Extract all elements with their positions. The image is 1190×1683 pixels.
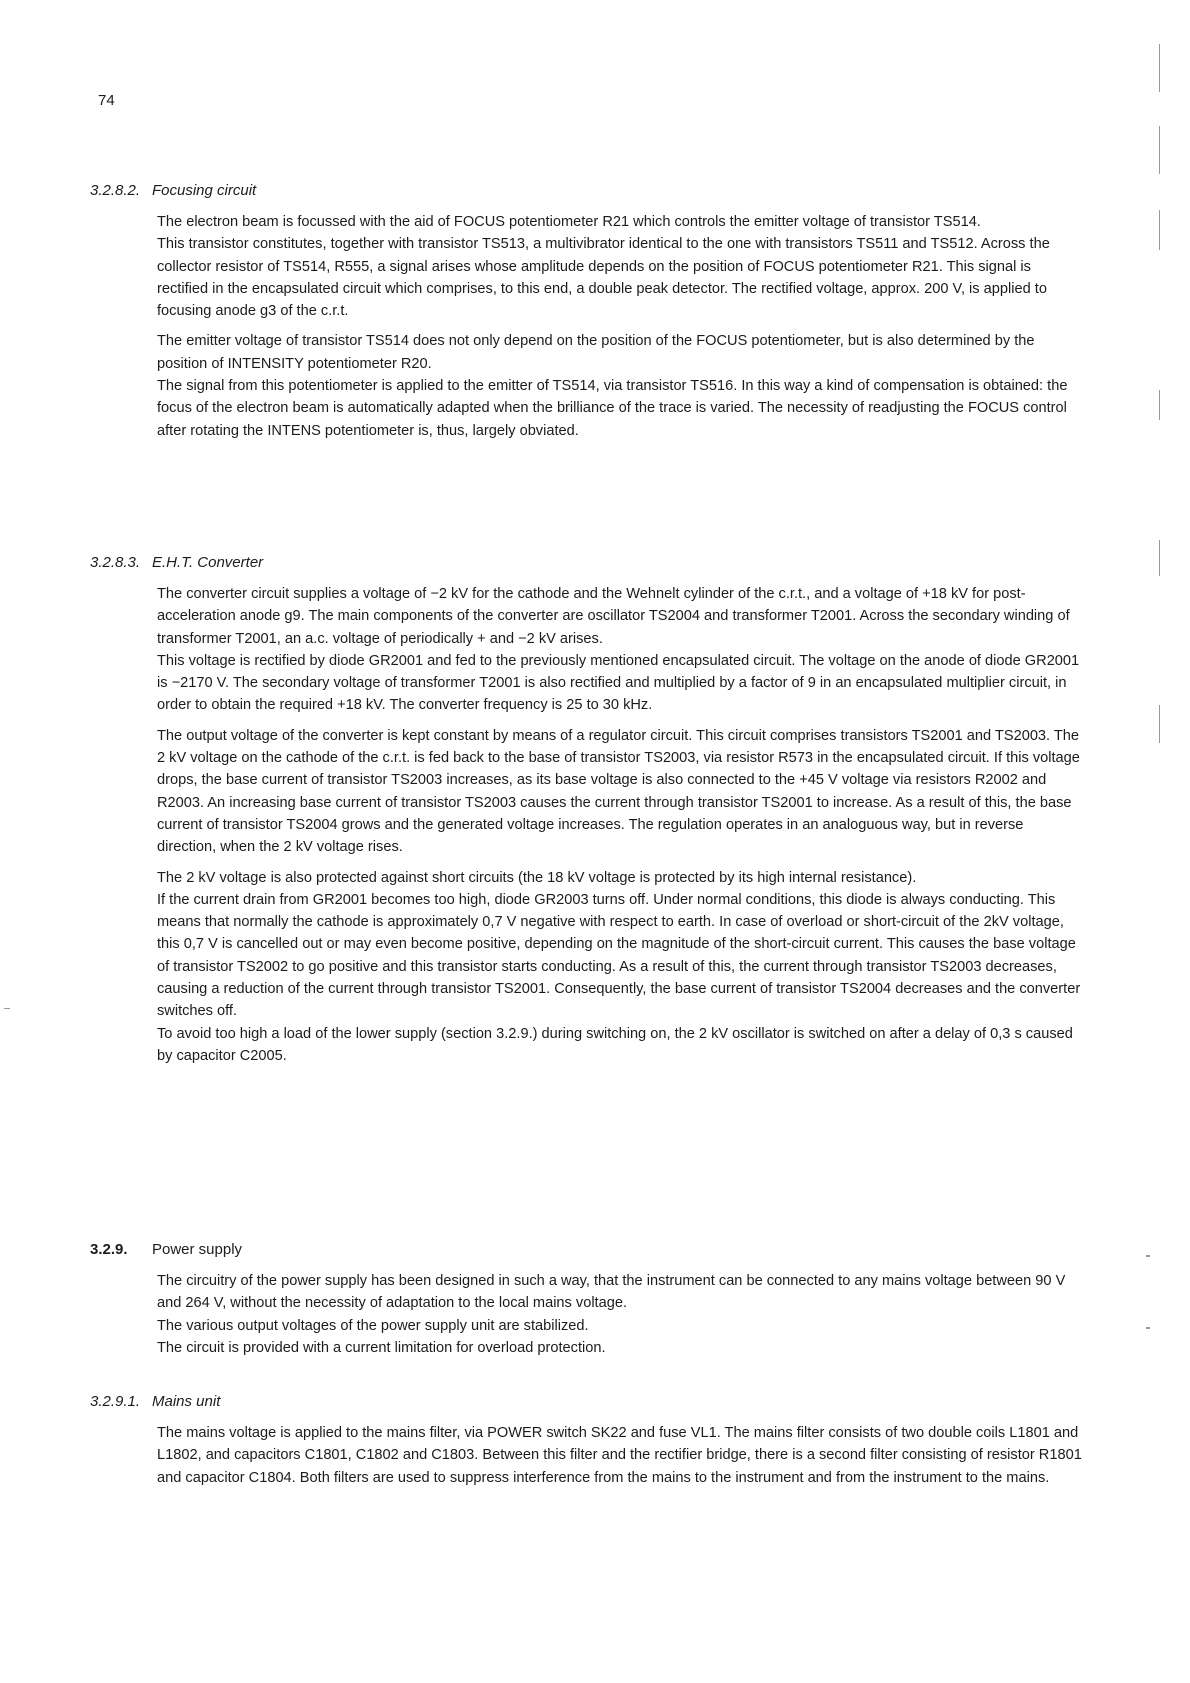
section-title: Focusing circuit — [152, 182, 257, 199]
section-number: 3.2.8.3. — [90, 554, 141, 571]
scan-mark — [1146, 1327, 1150, 1329]
section-mains-unit — [90, 1392, 1090, 1497]
paragraph: The output voltage of the converter is kept constant by means of a regulator circuit. This circuit comprises transistors TS2001 and TS2003. The 2 kV voltage on the cathode of the c.r.t. is fed back to the base of transistor TS2003, via resistor R573 in the encapsulated circuit. If this voltage drops, the base current of transistor TS2003 increases, as its base voltage is also connected to the +45 V voltage via resistors R2002 and R2003. An increasing base current of transistor TS2003 causes the current through transistor TS2001 to increase. As a result of this, the base current of transistor TS2004 grows and the generated voltage increases. The regulation operates in an analoguous way, but in reverse direction, when the 2 kV voltage rises. — [157, 727, 1080, 856]
section-title: Mains unit — [152, 1393, 221, 1410]
paragraph: The signal from this potentiometer is applied to the emitter of TS514, via transistor TS516. In this way a kind of compensation is obtained: the focus of the electron beam is automatically adapted when the brilliance of the trace is varied. The necessity of readjusting the FOCUS control after rotating the INTENS potentiometer is, thus, largely obviated. — [157, 378, 1068, 439]
section-heading — [90, 1240, 1090, 1260]
scan-mark — [4, 1008, 10, 1009]
paragraph: To avoid too high a load of the lower supply (section 3.2.9.) during switching on, the 2 kV oscillator is switched on after a delay of 0,3 s caused by capacitor C2005. — [157, 1025, 1073, 1064]
paragraph: The mains voltage is applied to the mains filter, via POWER switch SK22 and fuse VL1. The mains filter consists of two double coils L1801 and L1802, and capacitors C1801, C1802 and C1803. Between this filter and the rectifier bridge, there is a second filter consisting of resistor R1801 and capacitor C1804. Both filters are used to suppress interference from the mains to the instrument and from the instrument to the mains. — [157, 1425, 1082, 1486]
paragraph: The circuit is provided with a current limitation for overload protection. — [157, 1339, 606, 1356]
section-focusing-circuit — [90, 181, 1090, 450]
scan-mark — [1159, 44, 1160, 92]
section-heading — [90, 181, 1090, 201]
section-number: 3.2.9.1. — [90, 1393, 141, 1410]
scan-mark — [1146, 1255, 1150, 1257]
paragraph: This transistor constitutes, together with transistor TS513, a multivibrator identical to the one with transistors TS511 and TS512. Across the collector resistor of TS514, R555, a signal arises whose amplitude depends on the position of FOCUS potentiometer R21. This signal is rectified in the encapsulated circuit which comprises, to this end, a double peak detector. The rectified voltage, approx. 200 V, is applied to focusing anode g3 of the c.r.t. — [157, 236, 1050, 320]
paragraph: The electron beam is focussed with the aid of FOCUS potentiometer R21 which controls the emitter voltage of transistor TS514. — [157, 214, 981, 230]
paragraph: The various output voltages of the power supply unit are stabilized. — [157, 1317, 589, 1334]
paragraph: The emitter voltage of transistor TS514 does not only depend on the position of the FOCUS potentiometer, but is also determined by the position of INTENSITY potentiometer R20. — [157, 333, 1035, 372]
scan-mark — [1159, 390, 1160, 420]
scan-mark — [1159, 126, 1160, 174]
section-number: 3.2.8.2. — [90, 182, 141, 199]
scan-mark — [1159, 540, 1160, 576]
paragraph: The 2 kV voltage is also protected against short circuits (the 18 kV voltage is protected by its high internal resistance). — [157, 869, 917, 886]
section-power-supply — [90, 1240, 1090, 1367]
section-body — [157, 1270, 1085, 1359]
section-number: 3.2.9. — [90, 1241, 128, 1258]
paragraph: This voltage is rectified by diode GR2001 and fed to the previously mentioned encapsulated circuit. The voltage on the anode of diode GR2001 is −2170 V. The secondary voltage of transformer T2001 is also rectified and multiplied by a factor of 9 in an encapsulated multiplier circuit, in order to obtain the required +18 kV. The converter frequency is 25 to 30 kHz. — [157, 652, 1080, 714]
section-body — [157, 211, 1085, 442]
scan-mark — [1159, 210, 1160, 250]
section-body — [157, 1422, 1085, 1489]
section-heading — [90, 1392, 1090, 1412]
paragraph: If the current drain from GR2001 becomes too high, diode GR2003 turns off. Under normal conditions, this diode is always conducting. This means that normally the cathode is approximately 0,7 V negative with respect to earth. In case of overload or short-circuit of the 2kV voltage, this 0,7 V is cancelled out or may even become positive, depending on the magnitude of the short-circuit current. This causes the base voltage of transistor TS2002 to go positive and this transistor starts conducting. As a result of this, the current through transistor TS2003 decreases, causing a reduction of the current through transistor TS2001. Consequently, the base current of transistor TS2004 decreases and the converter switches off. — [157, 891, 1081, 1020]
paragraph: The converter circuit supplies a voltage of −2 kV for the cathode and the Wehnelt cylinder of the c.r.t., and a voltage of +18 kV for post-acceleration anode g9. The main components of the converter are oscillator TS2004 and transformer T2001. Across the secondary winding of transformer T2001, an a.c. voltage of periodically + and −2 kV arises. — [157, 586, 1070, 647]
paragraph: The circuitry of the power supply has been designed in such a way, that the instrument can be connected to any mains voltage between 90 V and 264 V, without the necessity of adaptation to the local mains voltage. — [157, 1273, 1066, 1312]
section-eht-converter — [90, 553, 1090, 1075]
scan-mark — [1159, 705, 1160, 743]
section-title: Power supply — [152, 1241, 243, 1258]
section-title: E.H.T. Converter — [152, 554, 264, 571]
section-body — [157, 583, 1085, 1067]
page-number: 74 — [98, 92, 115, 109]
section-heading — [90, 553, 1090, 573]
